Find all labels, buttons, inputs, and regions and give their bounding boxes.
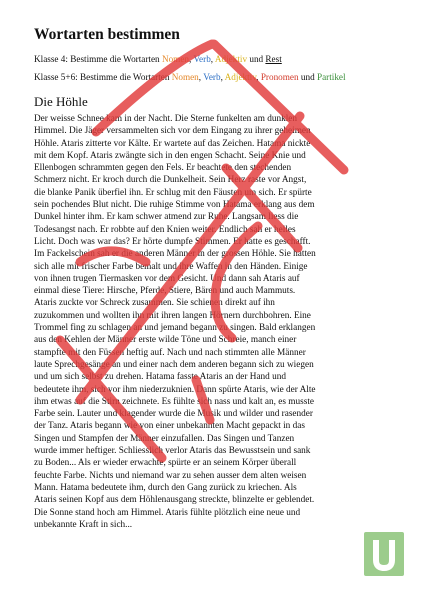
separator: , bbox=[189, 54, 194, 64]
story-line: Ataris seinen Kopf aus dem Höhlenausgang streckte, blinzelte er geblendet. bbox=[34, 495, 315, 506]
story-line: Singen und Stampfen der Männer einzufallen. Das Singen und Tanzen bbox=[34, 433, 295, 444]
separator: , bbox=[210, 54, 215, 64]
story-line: Die Sonne stand hoch am Himmel. Ataris fühlte plötzlich eine neue und bbox=[34, 507, 301, 518]
story-line: Trommel fing zu schlagen an und jemand begann zu singen. Bald erklangen bbox=[34, 323, 316, 334]
story-line: Mann. Hatama bedeutete ihm, durch den Gang zurück zu kriechen. Als bbox=[34, 482, 297, 493]
story-line: Im Fackelschein sah er die anderen Männer in der grossen Höhle. Sie hatten bbox=[34, 249, 316, 260]
worksheet-title: Wortarten bestimmen bbox=[34, 26, 180, 43]
story-line: der Tanz. Ataris begann wie von einer unbekannten Macht gepackt in das bbox=[34, 421, 305, 432]
story-line: die blanke Panik überfiel ihn. Er schlug mit den Fäusten um sich. Er spürte bbox=[34, 187, 312, 198]
story-line: Höhle. Ataris zitterte vor Kälte. Er wartete auf das Zeichen. Hatama nickte bbox=[34, 138, 311, 149]
story-line: laute Sprechgesänge an und einer nach dem anderen begann sich zu wiegen bbox=[34, 359, 314, 370]
task-prefix: Klasse 5+6: Bestimme die Wortarten bbox=[34, 72, 170, 82]
wordtype-nomen: Nomen bbox=[161, 54, 189, 64]
story-line: ihm etwas auf die Stirn zeichnete. Es fühlte sich nass und kalt an, es musste bbox=[34, 396, 315, 407]
story-line: zu Boden... Als er wieder erwachte, spürte er an seinem Körper überall bbox=[34, 458, 297, 469]
story-line: Ellenbogen schrammten gegen den Fels. Er beachtete den stechenden bbox=[34, 163, 292, 174]
story-line: wurde immer heftiger. Schliesslich verlor Ataris das Bewusstsein und sank bbox=[34, 446, 311, 457]
story-line: unbekannte Kraft in sich... bbox=[34, 519, 133, 530]
wordtype-pronomen: Pronomen bbox=[260, 72, 299, 82]
story-line: stampfte mit den Füssen heftig auf. Nach und nach stimmten alle Männer bbox=[34, 347, 306, 358]
story-title: Die Höhle bbox=[34, 94, 88, 109]
story-line: sich alle mit frischer Farbe bemalt und ihre Waffen in den Händen. Einige bbox=[34, 261, 308, 272]
wordtype-partikel: Partikel bbox=[316, 72, 346, 82]
story-line: aus den Kehlen der Männer erste wilde Töne und Schreie, manch einer bbox=[34, 335, 297, 346]
wordtype-adjektiv: Adjektiv bbox=[214, 54, 248, 64]
wordtype-rest: Rest bbox=[265, 54, 282, 64]
story-line: Schmerz nicht. Er kroch durch die Dunkelheit. Sein Herz raste vor Angst, bbox=[34, 175, 307, 186]
story-line: einmal diese Tiere: Hirsche, Pferde, Stiere, Bären und auch Mammuts. bbox=[34, 286, 296, 297]
separator: , bbox=[198, 72, 204, 82]
story-line: mit dem Kopf. Ataris zwängte sich in den engen Schacht. Seine Knie und bbox=[34, 150, 306, 161]
conjunction-und: und bbox=[300, 72, 315, 82]
story-line: Ataris zuckte vor Schreck zusammen. Sie schienen direkt auf ihn bbox=[34, 298, 275, 309]
story-line: Todesangst nach. Er robbte auf den Knien weiter. Endlich sah er helles bbox=[34, 224, 296, 235]
story-line: Der weisse Schnee kam in der Nacht. Die Sterne funkelten am dunklen bbox=[34, 114, 298, 124]
separator: , bbox=[256, 72, 261, 82]
task-grade-4 bbox=[34, 54, 282, 64]
wordtype-adjektiv: Adjektiv bbox=[224, 72, 257, 82]
story-line: von ihnen trugen Tiermasken vor dem Gesicht. Und dann sah Ataris auf bbox=[34, 273, 300, 284]
story-line: Farbe sein. Lauter und klagender wurde die Musik und wilder und rasender bbox=[34, 409, 313, 420]
story-line: zuzukommen und wollten ihn mit ihren langen Hörnern durchbohren. Eine bbox=[34, 310, 311, 321]
task-prefix: Klasse 4: Bestimme die Wortarten bbox=[34, 54, 160, 64]
conjunction-und: und bbox=[249, 54, 264, 64]
story-line: Dunkel hinter ihm. Er kam schwer atmend zur Ruhe. Langsam liess die bbox=[34, 212, 299, 223]
logo-u-icon bbox=[364, 532, 404, 576]
story-line: und um sich selbst zu drehen. Hatama fasste Ataris an der Hand und bbox=[34, 372, 286, 383]
story-line: Licht. Doch was war das? Er hörte dumpfe Stimmen. Er hatte es geschafft. bbox=[34, 236, 311, 247]
task-grade-5-6 bbox=[34, 72, 346, 82]
story-line: Himmel. Die Jäger versammelten sich vor dem Eingang zu ihrer geheimen bbox=[34, 126, 311, 137]
story-line: sein pochendes Blut nicht. Die ruhige Stimme von Hatama erklang aus dem bbox=[34, 200, 315, 211]
publisher-logo bbox=[364, 532, 404, 576]
wordtype-nomen: Nomen bbox=[171, 72, 199, 82]
separator: , bbox=[220, 72, 225, 82]
story-line: feuchte Farbe. Nichts und niemand war zu sehen ausser dem alten weisen bbox=[34, 470, 307, 481]
story-text bbox=[34, 113, 396, 531]
wordtype-verb: Verb bbox=[203, 72, 221, 82]
story-line: bedeutete ihm, sich vor ihm niederzuknien. Dann spürte Ataris, wie der Alte bbox=[34, 384, 316, 395]
wordtype-verb: Verb bbox=[193, 54, 211, 64]
